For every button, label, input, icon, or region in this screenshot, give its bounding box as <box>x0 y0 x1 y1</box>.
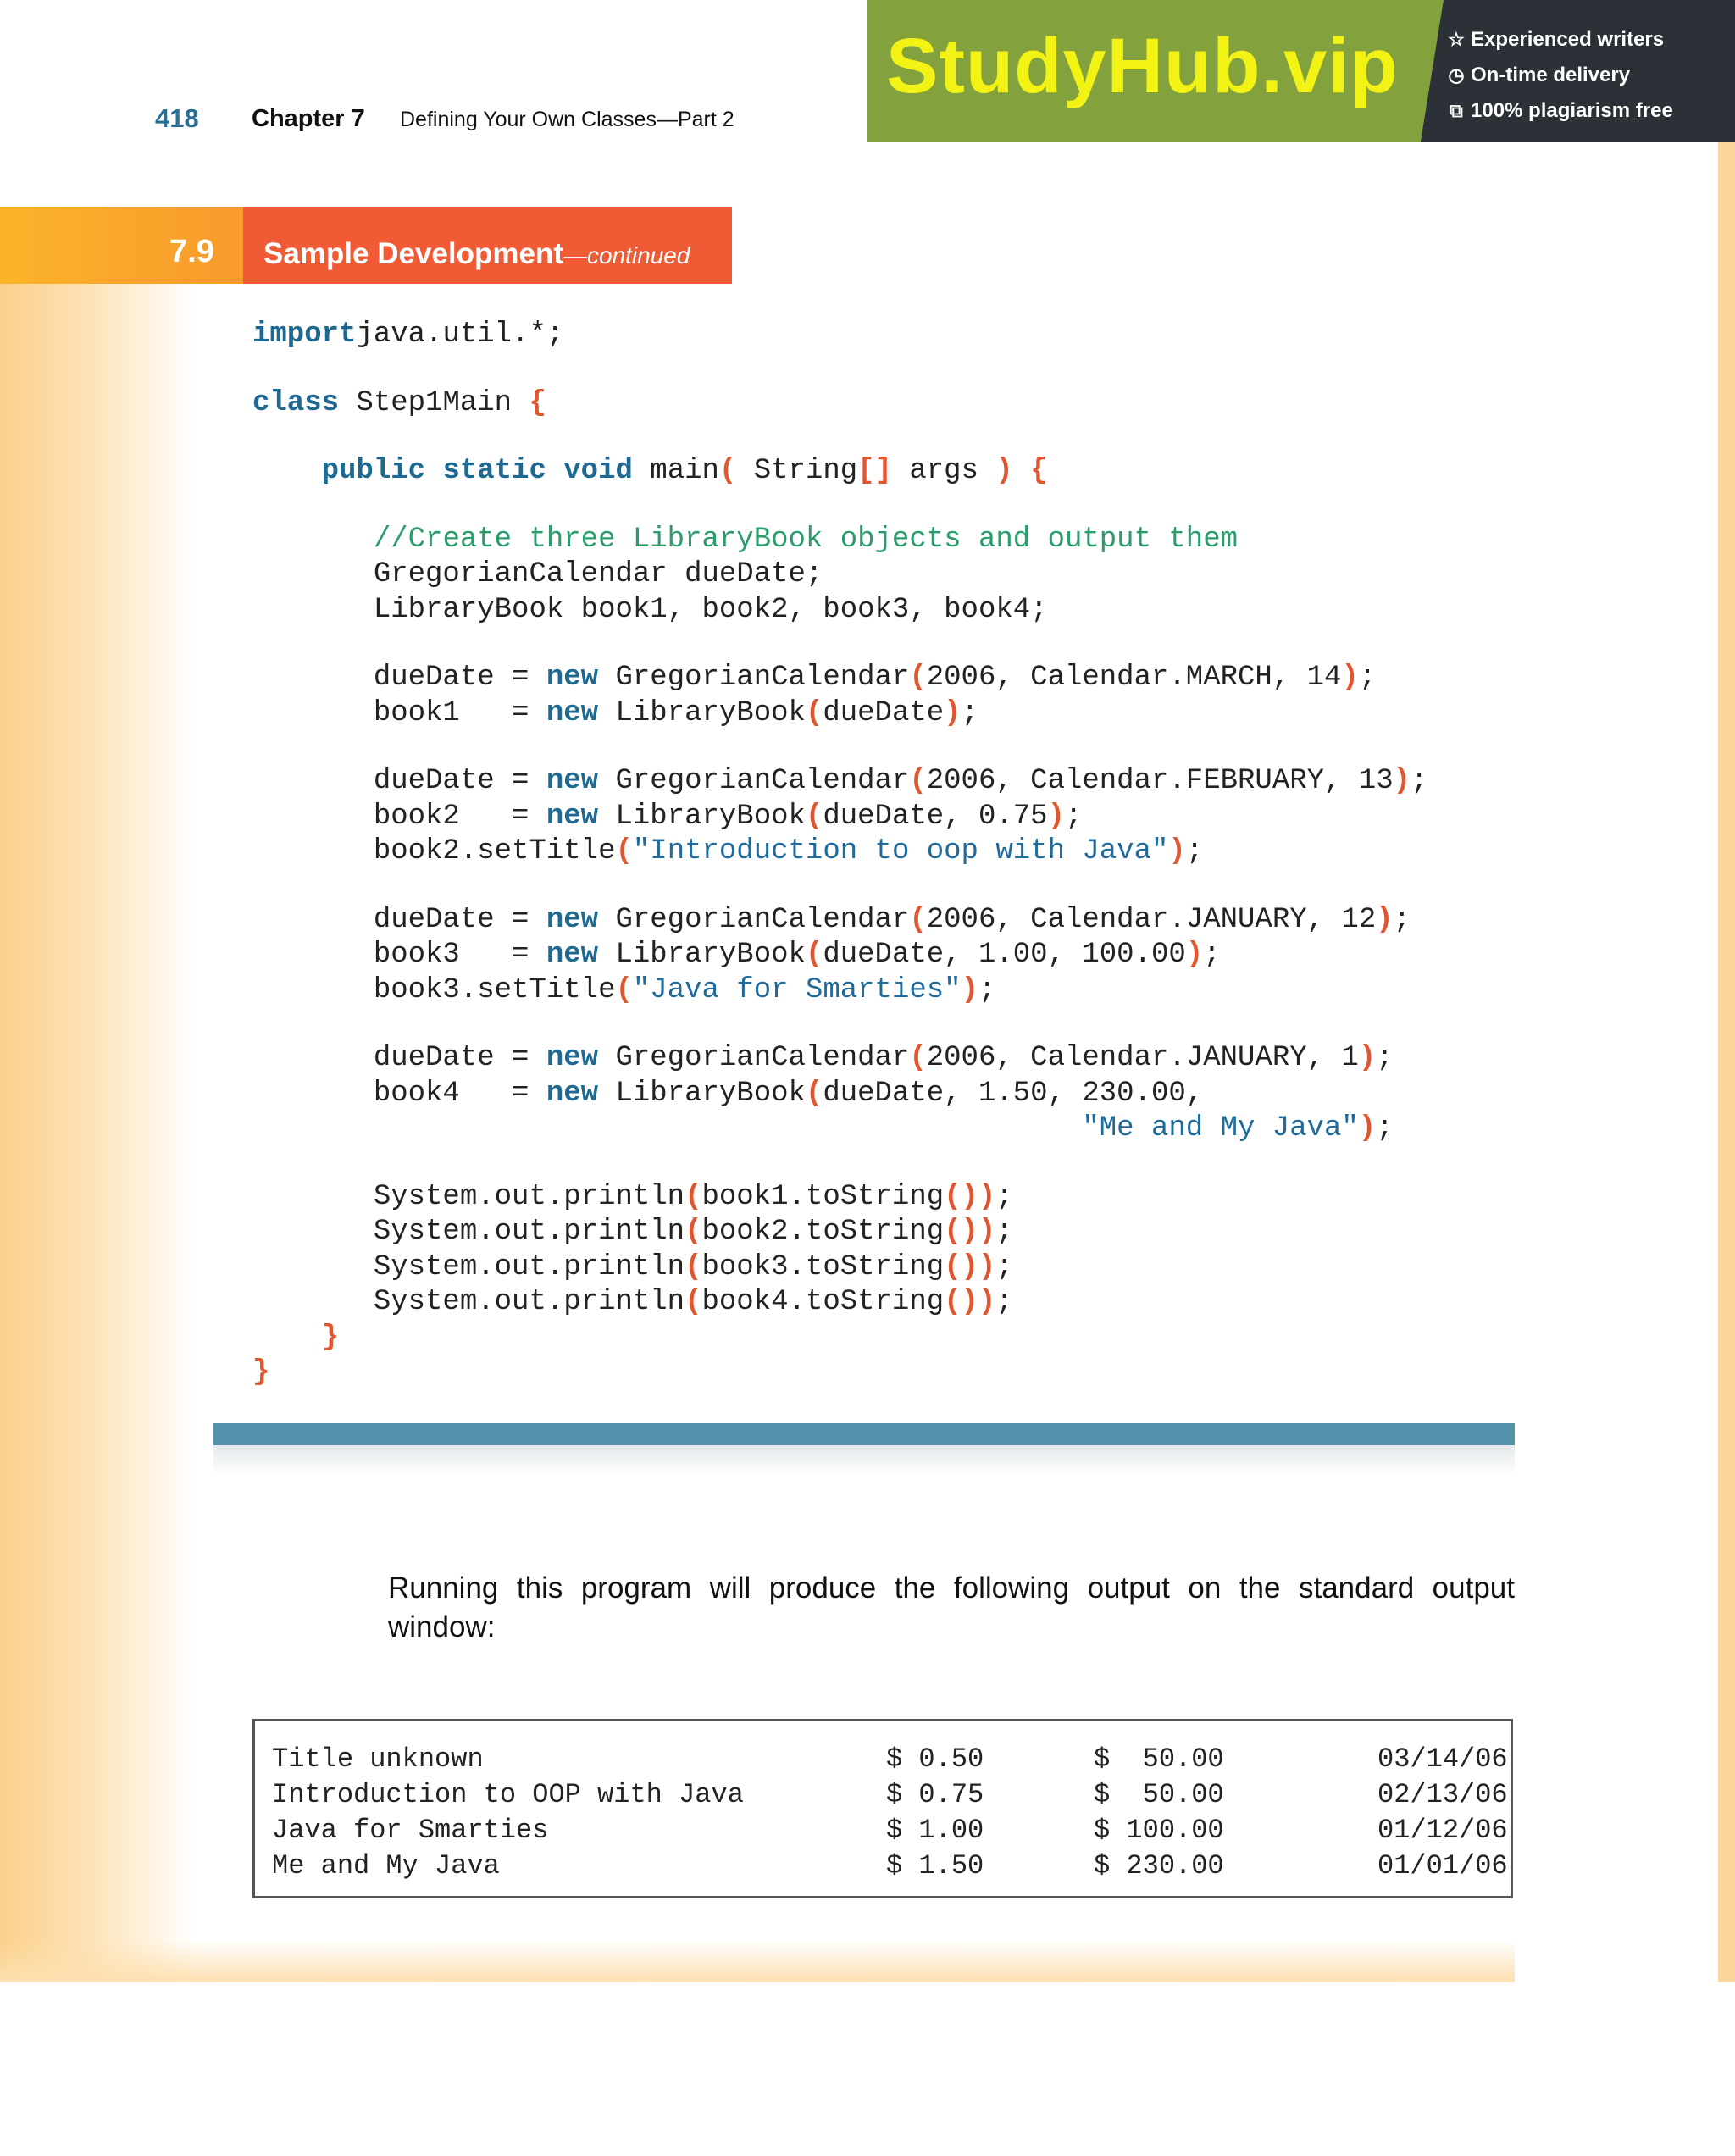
code-line: book4 = new LibraryBook(dueDate, 1.50, 230.00, <box>252 1077 1204 1110</box>
code-blank-line <box>252 490 1523 523</box>
output-max: $ 230.00 <box>1094 1850 1224 1882</box>
code-line: System.out.println(book3.toString()); <box>252 1250 1013 1283</box>
output-title: Title unknown <box>272 1743 484 1775</box>
code-blank-line <box>252 421 1523 454</box>
output-date: 03/14/06 <box>1377 1743 1508 1775</box>
section-title-main: Sample Development <box>263 237 563 270</box>
output-title: Me and My Java <box>272 1850 500 1882</box>
studyhub-banner[interactable] <box>868 0 1735 142</box>
section-divider-bar <box>213 1423 1515 1445</box>
code-blank-line <box>252 1147 1523 1180</box>
code-line: dueDate = new GregorianCalendar(2006, Calendar.MARCH, 14); <box>252 662 1377 694</box>
divider-shadow <box>213 1445 1515 1476</box>
code-line: //Create three LibraryBook objects and output them <box>373 523 1238 556</box>
program-output-box <box>252 1719 1513 1898</box>
output-date: 01/01/06 <box>1377 1850 1508 1882</box>
star-icon: ☆ <box>1448 29 1465 50</box>
code-line: GregorianCalendar dueDate; <box>252 558 823 590</box>
code-line: importjava.util.*; <box>252 319 564 351</box>
banner-feature-item <box>1447 58 1673 93</box>
banner-feature-list <box>1447 22 1673 129</box>
code-line: book3 = new LibraryBook(dueDate, 1.00, 100.00); <box>252 939 1221 971</box>
output-max: $ 50.00 <box>1094 1743 1224 1775</box>
code-line: class Step1Main { <box>252 386 546 419</box>
section-title <box>263 237 690 271</box>
code-line: public static void main( String[] args ) { <box>321 455 1048 487</box>
output-fee: $ 0.75 <box>886 1779 984 1810</box>
code-line: book2.setTitle("Introduction to oop with Java"); <box>252 835 1204 867</box>
section-number: 7.9 <box>169 234 214 269</box>
code-line: System.out.println(book1.toString()); <box>252 1180 1013 1213</box>
banner-feature-item <box>1447 22 1673 58</box>
code-line: System.out.println(book2.toString()); <box>252 1216 1013 1248</box>
clock-icon: ◷ <box>1448 64 1465 86</box>
copy-icon: ⧉ <box>1450 100 1463 121</box>
output-title: Java for Smarties <box>272 1815 549 1846</box>
code-line: } <box>252 1356 270 1388</box>
bottom-decorative-band <box>0 1940 1515 1982</box>
page-number: 418 <box>155 103 199 133</box>
code-line: book1 = new LibraryBook(dueDate); <box>252 696 978 729</box>
body-paragraph: Running this program will produce the following output on the standard output window: <box>388 1571 1515 1643</box>
output-fee: $ 1.50 <box>886 1850 984 1882</box>
code-blank-line <box>252 731 1523 764</box>
code-line: System.out.println(book4.toString()); <box>252 1286 1013 1318</box>
code-blank-line <box>252 870 1523 903</box>
output-fee: $ 1.00 <box>886 1815 984 1846</box>
code-blank-line <box>252 628 1523 661</box>
code-line: "Me and My Java"); <box>1082 1112 1394 1145</box>
banner-feature-text: 100% plagiarism free <box>1471 99 1673 122</box>
output-title: Introduction to OOP with Java <box>272 1779 744 1810</box>
studyhub-logo[interactable]: StudyHub.vip <box>886 23 1399 109</box>
right-decorative-strip <box>1718 142 1735 1982</box>
code-listing <box>252 318 1523 1391</box>
chapter-title: Defining Your Own Classes—Part 2 <box>400 108 734 131</box>
output-max: $ 50.00 <box>1094 1779 1224 1810</box>
code-line: } <box>321 1321 340 1354</box>
banner-feature-item <box>1447 93 1673 129</box>
output-max: $ 100.00 <box>1094 1815 1224 1846</box>
banner-feature-text: On-time delivery <box>1471 64 1631 86</box>
banner-feature-text: Experienced writers <box>1471 28 1665 51</box>
output-fee: $ 0.50 <box>886 1743 984 1775</box>
output-row <box>272 1743 1508 1779</box>
code-line: LibraryBook book1, book2, book3, book4; <box>252 593 1048 626</box>
code-line: dueDate = new GregorianCalendar(2006, Calendar.FEBRUARY, 13); <box>252 765 1428 797</box>
output-date: 02/13/06 <box>1377 1779 1508 1810</box>
output-row <box>272 1850 1508 1886</box>
code-blank-line <box>252 353 1523 386</box>
chapter-label: Chapter 7 <box>252 105 365 132</box>
left-decorative-band <box>0 284 195 1982</box>
section-title-continued: —continued <box>563 242 690 269</box>
code-line: book3.setTitle("Java for Smarties"); <box>252 973 996 1006</box>
code-line: book2 = new LibraryBook(dueDate, 0.75); <box>252 800 1083 833</box>
code-line: dueDate = new GregorianCalendar(2006, Calendar.JANUARY, 1); <box>252 1042 1394 1074</box>
output-date: 01/12/06 <box>1377 1815 1508 1846</box>
code-blank-line <box>252 1008 1523 1041</box>
code-line: dueDate = new GregorianCalendar(2006, Calendar.JANUARY, 12); <box>252 903 1411 936</box>
output-row <box>272 1815 1508 1850</box>
output-row <box>272 1779 1508 1815</box>
